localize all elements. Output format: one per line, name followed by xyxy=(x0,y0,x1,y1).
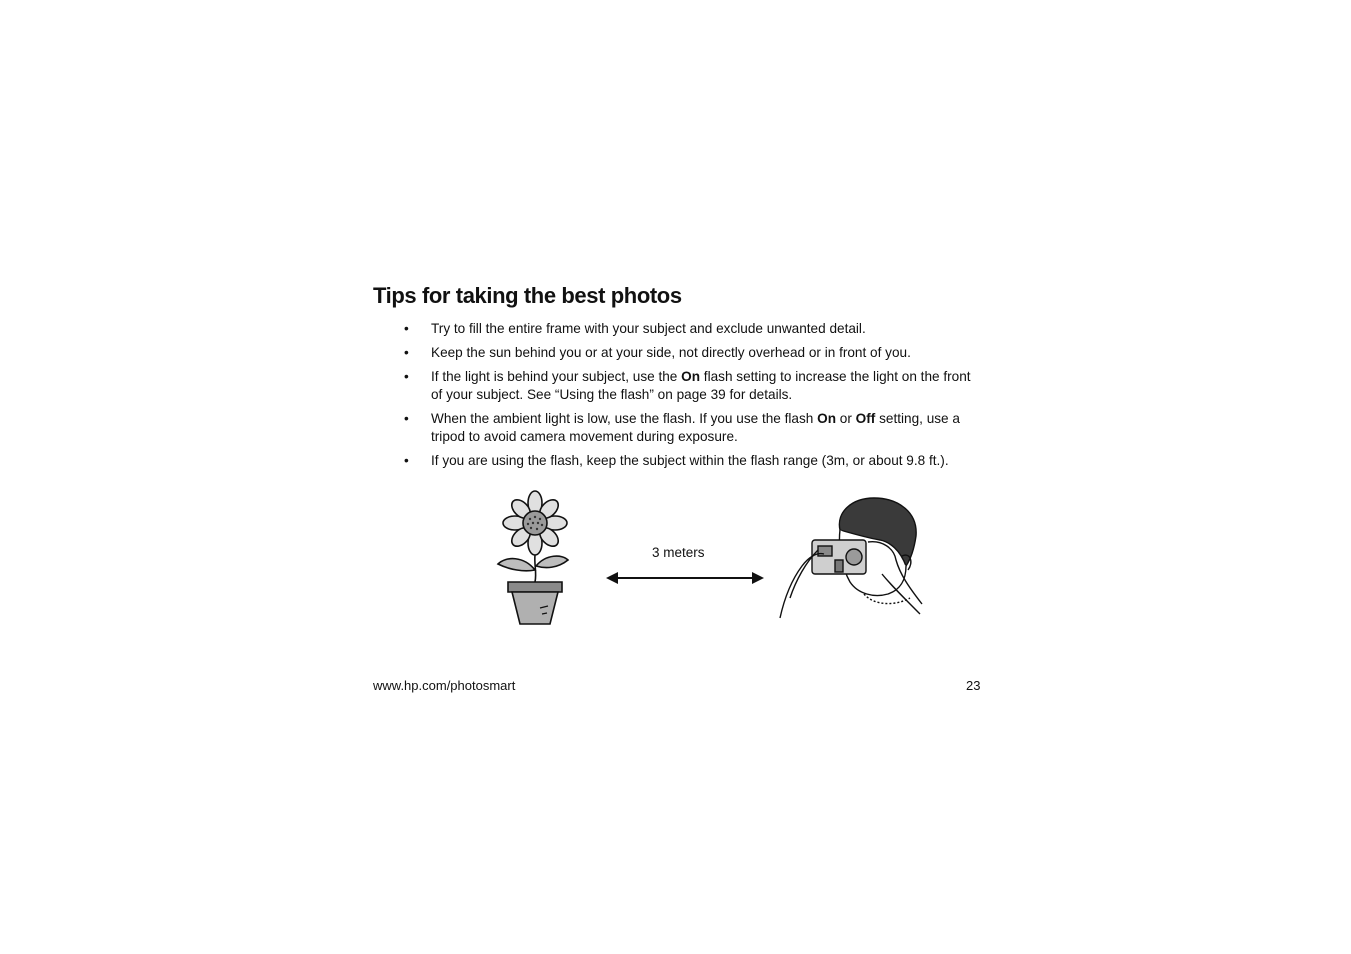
bullet: • xyxy=(404,411,409,426)
page-title: Tips for taking the best photos xyxy=(373,283,682,308)
page-number: 23 xyxy=(966,678,981,693)
flash-setting-keyword: On xyxy=(817,411,837,426)
tip-text: If the light is behind your subject, use the On flash setting to increase the light on the front of your subject. See “Using the flash” on page 39 for details. xyxy=(431,369,971,402)
tip-item xyxy=(404,368,984,404)
footer-url: www.hp.com/photosmart xyxy=(373,678,516,693)
tip-item xyxy=(404,344,984,362)
tip-text: Try to fill the entire frame with your subject and exclude unwanted detail. xyxy=(431,321,866,336)
distance-arrow xyxy=(606,572,764,584)
bullet: • xyxy=(404,453,409,468)
bullet: • xyxy=(404,321,409,336)
potted-flower-icon xyxy=(498,491,568,624)
tip-item xyxy=(404,410,984,446)
bullet: • xyxy=(404,369,409,384)
flash-range-illustration xyxy=(490,490,930,632)
flash-setting-keyword: On xyxy=(681,369,701,384)
tip-text: Keep the sun behind you or at your side, not directly overhead or in front of you. xyxy=(431,345,911,360)
tip-item xyxy=(404,452,984,470)
tip-text: When the ambient light is low, use the flash. If you use the flash On or Off setting, use a tripod to avoid camera movement during exposure. xyxy=(431,411,960,444)
distance-label: 3 meters xyxy=(652,545,705,560)
tip-text: If you are using the flash, keep the subject within the flash range (3m, or about 9.8 ft.). xyxy=(431,453,949,468)
tip-item xyxy=(404,320,984,338)
photographer-icon xyxy=(780,498,922,618)
flash-setting-keyword: Off xyxy=(855,411,876,426)
bullet: • xyxy=(404,345,409,360)
